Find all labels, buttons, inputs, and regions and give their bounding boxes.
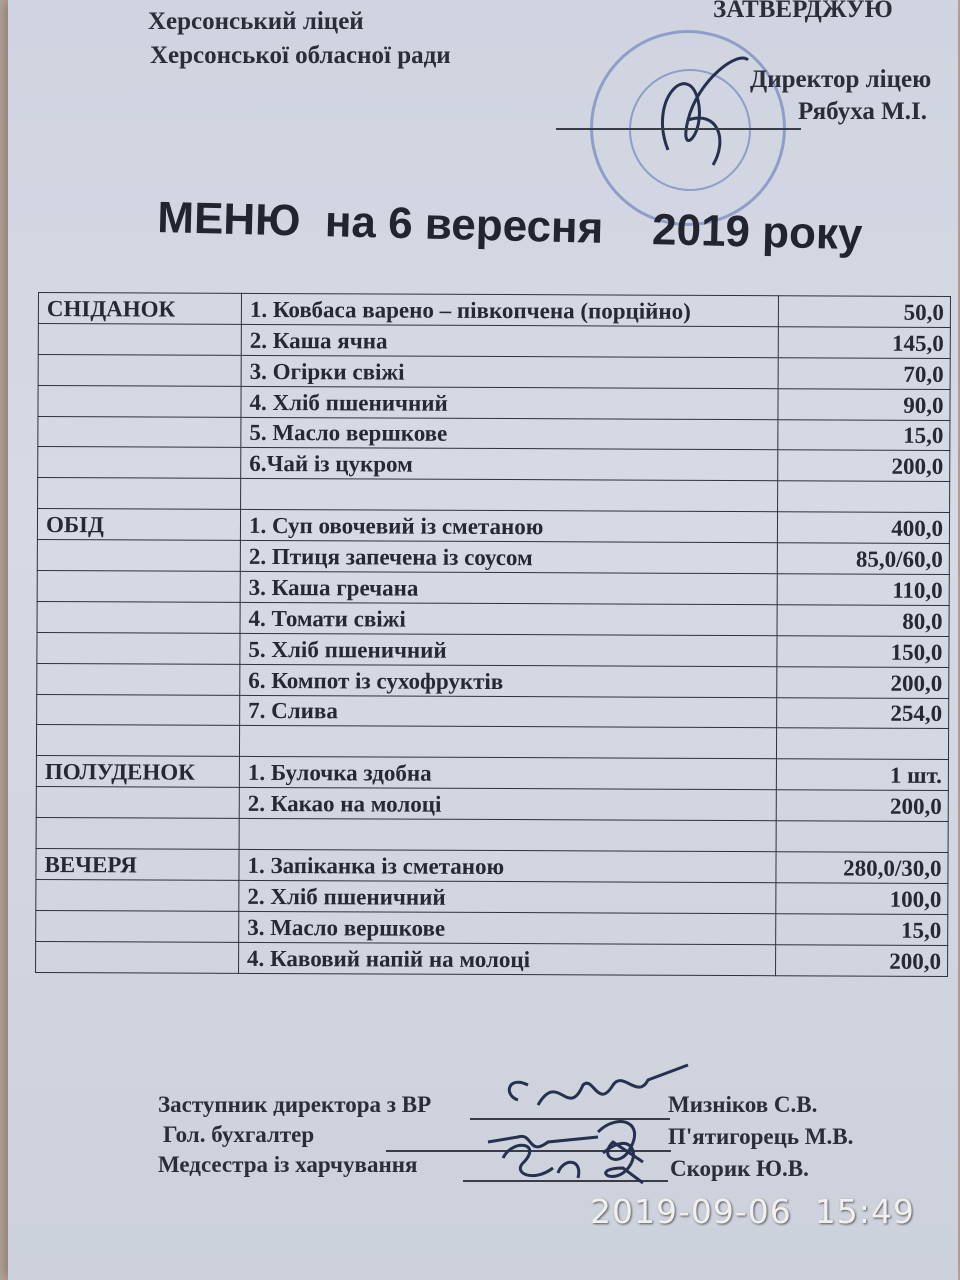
dish-cell: 4. Томати свіжі bbox=[240, 602, 777, 635]
dish-cell: 6. Компот із сухофруктів bbox=[240, 664, 777, 697]
meal-cell bbox=[37, 571, 240, 603]
dish-cell: 1. Булочка здобна bbox=[239, 757, 776, 790]
meal-cell bbox=[37, 632, 240, 664]
meal-cell bbox=[37, 601, 240, 633]
meal-cell bbox=[38, 447, 241, 479]
menu-row bbox=[36, 756, 948, 791]
meal-cell bbox=[38, 385, 241, 417]
dish-cell: 2. Хліб пшеничний bbox=[239, 880, 776, 913]
page-title: МЕНЮ на 6 вересня 2019 року bbox=[156, 193, 864, 260]
menu-row bbox=[37, 632, 949, 667]
dish-cell: 3. Каша гречана bbox=[240, 571, 777, 604]
meal-cell bbox=[38, 354, 241, 386]
amount-cell: 150,0 bbox=[777, 636, 949, 668]
menu-row bbox=[37, 571, 949, 606]
photo-timestamp: 2019-09-06 15:49 bbox=[590, 1192, 915, 1231]
menu-row bbox=[37, 509, 949, 544]
nurse-title: Медсестра із харчування bbox=[158, 1152, 418, 1177]
amount-cell: 200,0 bbox=[776, 944, 948, 976]
nurse-name: Скорик Ю.В. bbox=[670, 1156, 809, 1181]
menu-row bbox=[37, 663, 949, 698]
amount-cell: 200,0 bbox=[776, 790, 948, 822]
approve-label: ЗАТВЕРДЖУЮ bbox=[713, 0, 893, 23]
meal-cell: ОБІД bbox=[37, 509, 240, 541]
amount-cell: 80,0 bbox=[777, 605, 949, 637]
amount-cell bbox=[776, 821, 948, 853]
menu-row bbox=[38, 323, 950, 358]
dish-cell: 6.Чай із цукром bbox=[241, 448, 778, 481]
dish-cell: 4. Хліб пшеничний bbox=[241, 386, 778, 419]
dish-cell bbox=[239, 726, 776, 759]
dish-cell: 7. Слива bbox=[240, 695, 777, 728]
amount-cell: 90,0 bbox=[778, 388, 950, 420]
org-line-2: Херсонської обласної ради bbox=[150, 42, 451, 69]
menu-row bbox=[37, 601, 949, 636]
deputy-title: Заступник директора з ВР bbox=[158, 1092, 432, 1117]
deputy-name: Мизніков С.В. bbox=[668, 1092, 818, 1117]
dish-cell bbox=[241, 479, 778, 512]
menu-row bbox=[38, 354, 950, 389]
menu-row bbox=[36, 910, 948, 945]
amount-cell: 200,0 bbox=[778, 450, 950, 482]
document-sheet bbox=[8, 0, 958, 1280]
meal-cell bbox=[37, 540, 240, 572]
dish-cell: 5. Масло вершкове bbox=[241, 417, 778, 450]
menu-row bbox=[37, 540, 949, 575]
amount-cell: 50,0 bbox=[778, 296, 950, 328]
dish-cell: 2. Птиця запечена із соусом bbox=[240, 541, 777, 574]
nurse-signature bbox=[483, 1128, 653, 1198]
meal-cell bbox=[37, 694, 240, 726]
menu-table bbox=[35, 292, 951, 977]
menu-row bbox=[38, 293, 950, 328]
director-name: Рябуха М.І. bbox=[798, 98, 927, 125]
dish-cell: 1. Запіканка із сметаною bbox=[239, 849, 776, 882]
dish-cell: 2. Каша ячна bbox=[241, 324, 778, 357]
menu-row bbox=[36, 849, 948, 884]
accountant-name: П'ятигорець М.В. bbox=[668, 1124, 854, 1149]
meal-cell bbox=[38, 323, 241, 355]
amount-cell: 400,0 bbox=[777, 512, 949, 544]
dish-cell bbox=[239, 819, 776, 852]
amount-cell: 254,0 bbox=[777, 697, 949, 729]
menu-row bbox=[37, 694, 949, 729]
dish-cell: 4. Кавовий напій на молоці bbox=[239, 942, 776, 975]
menu-row bbox=[36, 941, 948, 976]
amount-cell: 200,0 bbox=[777, 666, 949, 698]
amount-cell: 110,0 bbox=[777, 574, 949, 606]
dish-cell: 1. Ковбаса варено – півкопчена (порційно) bbox=[241, 293, 778, 326]
meal-cell bbox=[36, 910, 239, 942]
meal-cell: СНІДАНОК bbox=[38, 293, 241, 325]
meal-cell bbox=[36, 725, 239, 757]
director-signature bbox=[628, 40, 768, 180]
meal-cell bbox=[36, 818, 239, 850]
org-line-1: Херсонський ліцей bbox=[148, 8, 364, 35]
menu-row bbox=[38, 416, 950, 451]
amount-cell bbox=[778, 481, 950, 513]
meal-cell bbox=[36, 879, 239, 911]
amount-cell: 15,0 bbox=[776, 914, 948, 946]
meal-cell bbox=[36, 941, 239, 973]
dish-cell: 1. Суп овочевий із сметаною bbox=[240, 510, 777, 543]
dish-cell: 2. Какао на молоці bbox=[239, 788, 776, 821]
director-signature-line bbox=[556, 128, 801, 130]
amount-cell: 1 шт. bbox=[776, 759, 948, 791]
meal-cell bbox=[37, 663, 240, 695]
amount-cell: 100,0 bbox=[776, 883, 948, 915]
menu-row bbox=[38, 447, 950, 482]
dish-cell: 3. Масло вершкове bbox=[239, 911, 776, 944]
amount-cell bbox=[776, 728, 948, 760]
meal-cell: ПОЛУДЕНОК bbox=[36, 756, 239, 788]
dish-cell: 3. Огірки свіжі bbox=[241, 355, 778, 388]
amount-cell: 15,0 bbox=[778, 419, 950, 451]
amount-cell: 145,0 bbox=[778, 327, 950, 359]
dish-cell: 5. Хліб пшеничний bbox=[240, 633, 777, 666]
meal-cell: ВЕЧЕРЯ bbox=[36, 849, 239, 881]
meal-cell bbox=[38, 416, 241, 448]
meal-cell bbox=[36, 787, 239, 819]
menu-row bbox=[36, 725, 948, 760]
director-title: Директор ліцею bbox=[750, 66, 932, 93]
meal-cell bbox=[38, 478, 241, 510]
accountant-title: Гол. бухгалтер bbox=[163, 1122, 315, 1147]
amount-cell: 85,0/60,0 bbox=[777, 543, 949, 575]
menu-row bbox=[36, 818, 948, 853]
amount-cell: 280,0/30,0 bbox=[776, 852, 948, 884]
menu-row bbox=[36, 879, 948, 914]
menu-row bbox=[36, 787, 948, 822]
amount-cell: 70,0 bbox=[778, 358, 950, 390]
menu-row bbox=[38, 385, 950, 420]
menu-row bbox=[38, 478, 950, 513]
